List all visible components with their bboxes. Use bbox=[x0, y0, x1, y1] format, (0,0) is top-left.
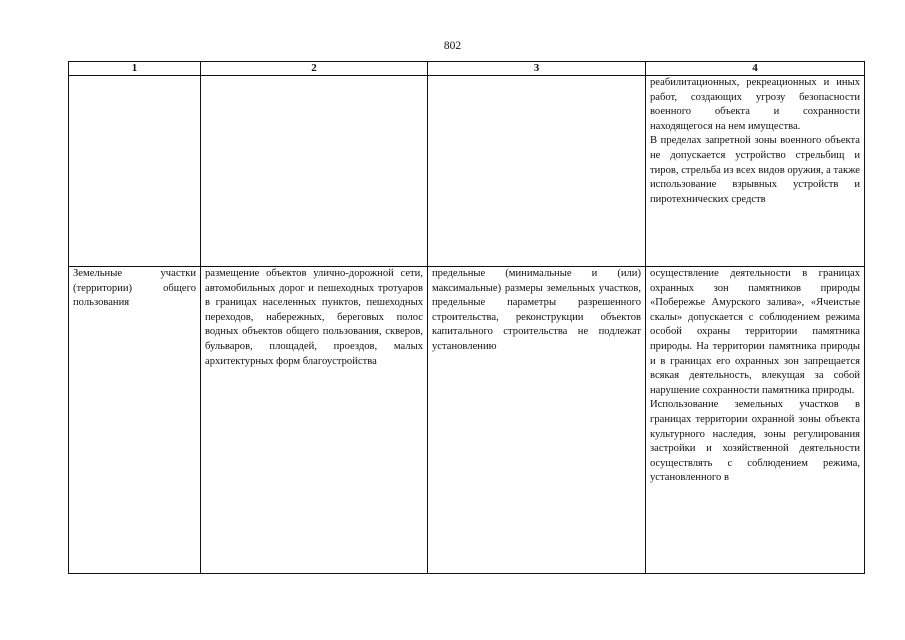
row2-col3-cell bbox=[428, 267, 646, 574]
row2-col1-cell bbox=[69, 267, 201, 574]
row2-col4-para-2: Использование земельных участков в границах территории охранной зоны объекта культурного наследия, зоны регулирования застройки и хозяйственной деятельности осуществлять с соблюдением режима, установленного в bbox=[650, 399, 860, 484]
row2-col4-cell bbox=[646, 267, 865, 574]
regulations-table bbox=[68, 61, 865, 574]
table-row bbox=[69, 267, 865, 574]
table-header-row bbox=[69, 62, 865, 76]
row2-col4-para-1: осуществление деятельности в границах охранных зон памятников природы «Побережье Амурского залива», «Ячеистые скалы» допускается с соблюдением режима особой охраны территории памятника природы. На территории памятника природы и в границах его охранных зон запрещается всякая деятельность, влекущая за собой нарушение сохранности памятника природы. bbox=[650, 268, 860, 396]
header-col-2: 2 bbox=[201, 62, 428, 76]
row2-col3-text: предельные (минимальные и (или) максимальные) размеры земельных участков, предельные параметры разрешенного строительства, реконструкции объектов капитального строительства не подлежат установлению bbox=[432, 268, 641, 352]
row1-col1-cell bbox=[69, 76, 201, 267]
row2-col1-text: Земельные участки (территории) общего пользования bbox=[73, 268, 196, 309]
row1-col2-cell bbox=[201, 76, 428, 267]
header-col-1: 1 bbox=[69, 62, 201, 76]
page-number: 802 bbox=[443, 40, 462, 52]
table-row bbox=[69, 76, 865, 267]
row1-col4-para-2: В пределах запретной зоны военного объекта не допускается устройство стрельбищ и тиров, стрельба из всех видов оружия, а также использование взрывных устройств и пиротехнических средств bbox=[650, 135, 860, 205]
row2-col2-text: размещение объектов улично-дорожной сети, автомобильных дорог и пешеходных тротуаров в границах населенных пунктов, пешеходных переходов, набережных, береговых полос водных объектов общего пользования, скверов, бульваров, площадей, проездов, малых архитектурных форм благоустройства bbox=[205, 268, 423, 367]
row1-col4-para-1: реабилитационных, рекреационных и иных работ, создающих угрозу безопасности военного объекта и сохранности находящегося на нем имущества. bbox=[650, 77, 860, 132]
header-col-4: 4 bbox=[646, 62, 865, 76]
header-col-3: 3 bbox=[428, 62, 646, 76]
row2-col2-cell bbox=[201, 267, 428, 574]
row1-col3-cell bbox=[428, 76, 646, 267]
row1-col4-cell bbox=[646, 76, 865, 267]
